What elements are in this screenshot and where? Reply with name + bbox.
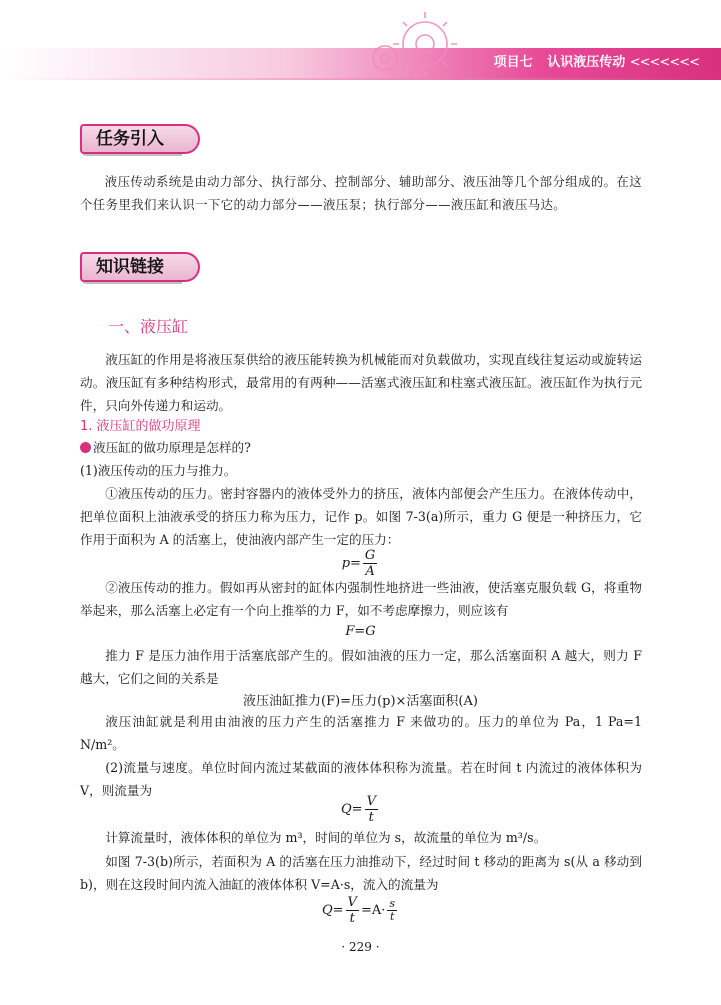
subheading: 1. 液压缸的做功原理: [80, 419, 201, 434]
work-paragraph: 液压油缸就是利用由油液的压力产生的活塞推力 F 来做功的。压力的单位为 Pa，1 Pa=1 N/m²。: [80, 714, 642, 752]
question-text: 液压缸的做功原理是怎样的?: [93, 440, 251, 455]
units-paragraph: 计算流量时，液体体积的单位为 m³，时间的单位为 s，故流量的单位为 m³/s。: [105, 830, 547, 845]
bullet-icon: [80, 442, 91, 453]
task-intro-label: 任务引入: [80, 124, 180, 154]
eq5-fraction-1: [346, 895, 359, 926]
pressure-paragraph: ①液压传动的压力。密封容器内的液体受外力的挤压，液体内部便会产生压力。在液体传动中，把单位面积上油液承受的挤压力称为压力，记作 p。如图 7-3(a)所示，重力 G 便是一种挤压力，它作用于面积为 A 的活塞上，使油液内部产生一定的压力：: [80, 486, 642, 547]
eq1-lhs: p=: [341, 556, 361, 571]
equation-pressure: [0, 548, 721, 579]
eq1-denominator: A: [365, 564, 375, 579]
eq4-denominator: t: [368, 810, 374, 825]
knowledge-tag: [80, 252, 200, 282]
eq5-denominator-2: t: [389, 910, 395, 923]
gear-decoration-icon: [355, 8, 475, 80]
eq4-numerator: V: [366, 794, 376, 809]
eq5-numerator-2: s: [389, 897, 396, 910]
eq5-fraction-2: [387, 898, 397, 923]
chapter-title: 认识液压传动: [547, 55, 626, 70]
header-title: [494, 50, 699, 76]
eq5-denominator-1: t: [349, 911, 355, 926]
flow-paragraph: (2)流量与速度。单位时间内流过某截面的液体体积称为流量。若在时间 t 内流过的液体体积为 V，则流量为: [80, 760, 642, 798]
task-intro-tag: [80, 124, 200, 154]
chevron-decoration: <<<<<<<: [629, 55, 699, 70]
tag-cap: [178, 252, 200, 282]
thrust-paragraph: ②液压传动的推力。假如再从密封的缸体内强制性地挤进一些油液，使活塞克服负载 G，将重物举起来，那么活塞上必定有一个向上推举的力 F，如不考虑摩擦力，则应该有: [80, 580, 642, 618]
cylinder-intro: 液压缸的作用是将液压泵供给的液压能转换为机械能而对负载做功，实现直线往复运动或旋转运动。液压缸有多种结构形式，最常用的有两种——活塞式液压缸和柱塞式液压缸。液压缸作为执行元件，只向外传递力和运动。: [80, 352, 642, 413]
section-title: 一、液压缸: [108, 317, 189, 336]
tag-cap: [178, 124, 200, 154]
eq5-mid: =A·: [360, 903, 386, 918]
eq5-numerator-1: V: [347, 895, 357, 910]
eq1-numerator: G: [364, 548, 376, 563]
question-line: [80, 436, 642, 459]
eq1-fraction: [363, 548, 377, 579]
knowledge-label: 知识链接: [80, 252, 180, 282]
equation-flow: [0, 794, 721, 825]
figure-paragraph: 如图 7-3(b)所示，若面积为 A 的活塞在压力油推动下，经过时间 t 移动的距离为 s(从 a 移动到 b)，则在这段时间内流入油缸的液体体积 V=A·s，流入的流量为: [80, 854, 642, 892]
project-label: 项目七: [493, 55, 533, 70]
eq5-lhs: Q=: [321, 903, 344, 918]
task-intro-text: 液压传动系统是由动力部分、执行部分、控制部分、辅助部分、液压油等几个部分组成的。在这个任务里我们来认识一下它的动力部分——液压泵；执行部分——液压缸和液压马达。: [80, 174, 643, 212]
equation-flow-rate: [0, 895, 721, 926]
item-1: (1)液压传动的压力与推力。: [80, 463, 237, 478]
force-paragraph: 推力 F 是压力油作用于活塞底部产生的。假如油液的压力一定，那么活塞面积 A 越大，则力 F 越大，它们之间的关系是: [80, 648, 642, 686]
page-number: · 229 ·: [341, 940, 380, 954]
eq4-lhs: Q=: [341, 802, 363, 817]
eq4-fraction: [365, 794, 378, 825]
equation-relation: 液压油缸推力(F)=压力(p)×活塞面积(A): [243, 694, 478, 709]
equation-force: F=G: [345, 624, 376, 639]
